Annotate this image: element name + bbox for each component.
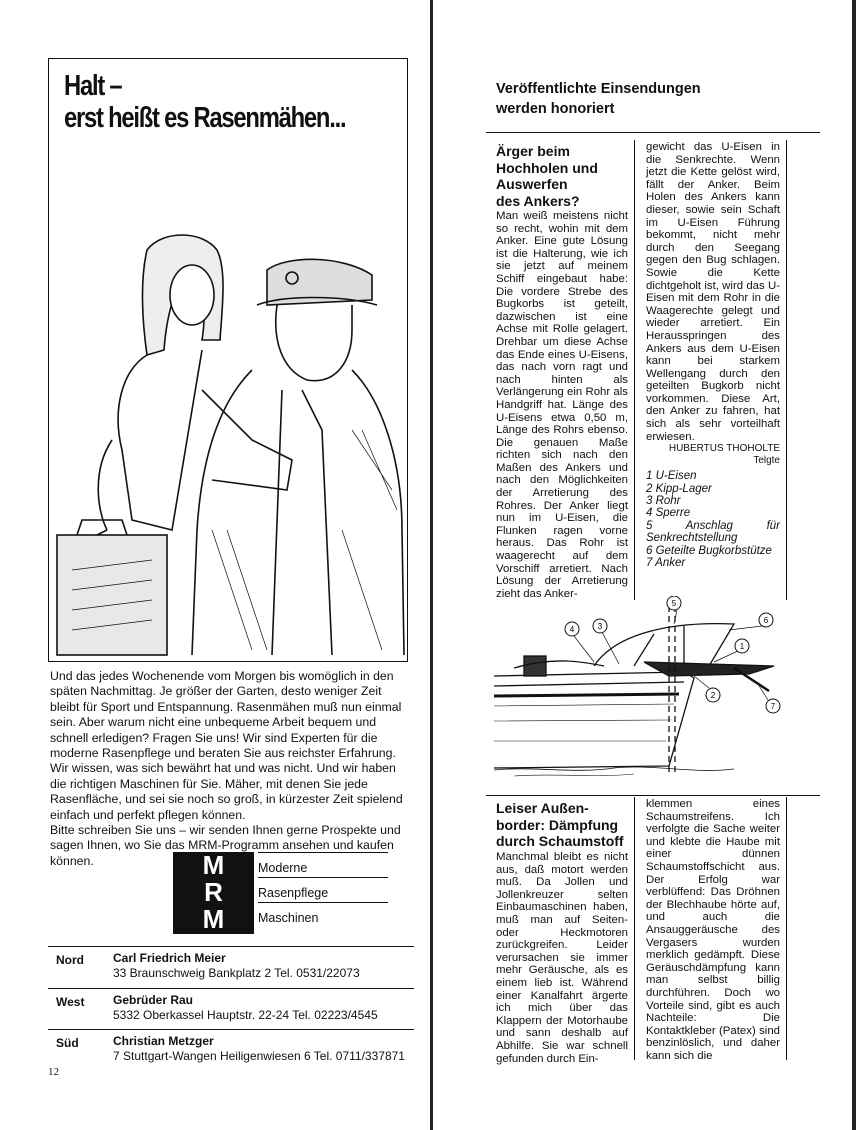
article-1-text: Man weiß meistens nicht so recht, wohin mit dem Anker. Eine gute Lösung ist die Halterung, wie ich sie jetzt auf meinem Schiff eingebaut habe: Die vordere Strebe des Bugkorbs ist geteilt, dazwischen ist eine Achse mit Rolle gelagert. Drehbar um diese Achse das Ende eines U-Eisens, das nach vorn ragt und nach hinten als Verlängerung ein Rohr als Handgriff hat. Länge des U-Eisens etwa 0,50 m, Länge des Rohrs ebenso. Die genauen Maße richten sich nach den Maßen des Ankers und nach den Möglichkeiten der Arretierung des Rohres. Der Anker liegt nun im U-Eisen, die Flunken ragen vorne heraus. Das Rohr ist waagerecht auf dem Vorschiff arretiert. Nach Lösung der Arretierung zieht das Anker- xyxy=(496,210,628,600)
legend-item: 6 Geteilte Bugkorbstütze xyxy=(646,544,772,557)
logo-letter: M xyxy=(202,850,225,880)
legend-item: 2 Kipp-Lager xyxy=(646,482,712,495)
logo-word: Maschinen xyxy=(258,902,388,927)
address-line: 7 Stuttgart-Wangen Heiligenwiesen 6 Tel. 0711/337871 xyxy=(113,1049,405,1063)
article-2-column-1 xyxy=(496,851,628,1065)
legend-item: 1 U-Eisen xyxy=(646,470,697,483)
article-1-column-1 xyxy=(496,210,628,600)
column-rule xyxy=(634,797,635,1060)
title-line: des Ankers? xyxy=(496,192,580,209)
page-number: 12 xyxy=(48,1066,59,1078)
address-divider xyxy=(48,1029,414,1030)
legend-item: 4 Sperre xyxy=(646,507,691,520)
figure-legend xyxy=(646,470,780,569)
callout-2: 2 xyxy=(710,691,716,700)
address-name: Gebrüder Rau xyxy=(113,993,194,1007)
logo-word: Moderne xyxy=(258,852,388,877)
article-2-text: klemmen eines Schaumstreifens. Ich verfolgte die Sache weiter und klebte die Haube mit einer dünnen Schaumstoffschicht aus. Der Erfolg war verblüffend: Das Dröhnen der Blechhaube hörte auf, und auch die Ansauggeräusche des Vergasers wurden merklich gedämpft. Diese Geräuschdämpfung kann man selbst billig durchführen. Doch wo Vorteile sind, gibt es auch Nachteile: Die Kontaktkleber (Patex) sind benzinlöslich, und daher kann sich die xyxy=(646,798,780,1062)
ad-headline-line-1: Halt – xyxy=(64,70,122,102)
section-header-line: werden honoriert xyxy=(496,101,615,117)
page-gutter xyxy=(430,0,433,1130)
title-line: border: Dämpfung xyxy=(496,816,619,833)
column-rule xyxy=(786,797,787,1060)
legend-item: 3 Rohr xyxy=(646,495,681,508)
address-region: Nord xyxy=(56,953,84,967)
address-region: Süd xyxy=(56,1036,79,1050)
callout-5: 5 xyxy=(671,599,677,608)
column-rule xyxy=(634,140,635,600)
logo-words xyxy=(258,852,388,927)
callout-6: 6 xyxy=(763,616,769,625)
logo-letter: M xyxy=(202,904,225,934)
ad-headline xyxy=(64,70,345,134)
article-2-column-2 xyxy=(646,798,780,1062)
author-name: HUBERTUS THOHOLTE xyxy=(668,443,780,455)
article-2-title xyxy=(496,800,636,850)
ad-body-paragraph: Bitte schreiben Sie uns – wir senden Ihnen gerne Prospekte und sagen Ihnen, wo Sie das MRM-Programm ansehen und kaufen können. xyxy=(50,823,401,868)
callout-3: 3 xyxy=(597,622,603,631)
ad-headline-line-2: erst heißt es Rasenmähen... xyxy=(64,102,346,134)
address-line: 5332 Oberkassel Hauptstr. 22-24 Tel. 02223/4545 xyxy=(113,1008,378,1022)
callout-7: 7 xyxy=(770,702,776,711)
address-region: West xyxy=(56,995,85,1009)
title-line: durch Schaumstoff xyxy=(496,833,624,849)
author-place: Telgte xyxy=(753,455,780,467)
page-edge xyxy=(852,0,856,1130)
legend-item: 7 Anker xyxy=(646,557,686,570)
ad-body-text xyxy=(50,669,414,869)
column-rule xyxy=(786,140,787,600)
article-divider xyxy=(486,795,820,796)
article-1-text: gewicht das U-Eisen in die Senkrechte. Wenn jetzt die Kette gelöst wird, fällt der Anker. Beim Holen des Ankers kann dieser, sowie sein Schaft im U-Eisen Führung bekommt, nicht mehr durch den Seegang gegen den Bug schlagen. Sowie die Kette dichtgeholt ist, wird das U-Eisen mit dem Rohr in die Waagerechte gelegt und wieder arretiert. Ein Herausspringen des Ankers aus dem U-Eisen kann bei starkem Wellengang durch den geteilten Bugkorb nicht vorkommen. Diese Art, den Anker zu fahren, hat sich als sehr vorteilhaft erwiesen. xyxy=(646,141,780,443)
title-line: Hochholen und xyxy=(496,159,598,176)
logo-word: Rasenpflege xyxy=(258,877,388,902)
article-1-title xyxy=(496,143,626,209)
address-name: Christian Metzger xyxy=(113,1034,214,1048)
address-line: 33 Braunschweig Bankplatz 2 Tel. 0531/22073 xyxy=(113,966,360,980)
article-2-text: Manchmal bleibt es nicht aus, daß motort werden muß. Da Jollen und Jollenkreuzer selten Einbaumaschinen haben, muß man auf Seiten- oder Heckmotoren zurückgreifen. Leider verursachen sie immer mehr Geräusche, als es einem lieb ist. Während einer Kanalfahrt ärgerte ich mich über das Klappern der Motorhaube und sann deshalb auf Abhilfe. Sie war schnell gefunden durch Ein- xyxy=(496,851,628,1065)
ad-body-paragraph: Und das jedes Wochenende vom Morgen bis womöglich in den späten Nachmittag. Je größer der Garten, desto weniger Zeit bleibt für Sport und Entspannung. Rasenmähen muß nun einmal sein. Aber warum nicht eine unbequeme Arbeit bequem und schnell erledigen? Fragen Sie uns! Wir sind Experten für die moderne Rasenpflege und beraten Sie aus reichster Erfahrung. Wir wissen, was sich bewährt hat und was nicht. Und wir haben die richtigen Maschinen für Sie. Mäher, mit denen Sie jede Rasenfläche, und sei sie noch so groß, in kürzester Zeit spielend einfach und perfekt pflegen können. xyxy=(50,669,403,822)
logo-letter: R xyxy=(204,877,223,907)
legend-item: 5 Anschlag für Senkrechtstellung xyxy=(646,519,780,545)
callout-4: 4 xyxy=(569,625,575,634)
header-rule xyxy=(486,132,820,133)
title-line: Ärger beim xyxy=(496,143,570,159)
section-header xyxy=(496,79,701,119)
title-line: Leiser Außen- xyxy=(496,800,589,816)
address-divider xyxy=(48,946,414,947)
couple-illustration xyxy=(52,230,406,660)
mrm-logo xyxy=(173,852,254,934)
article-1-column-2 xyxy=(646,141,780,570)
address-name: Carl Friedrich Meier xyxy=(113,951,226,965)
callout-1: 1 xyxy=(739,642,745,651)
section-header-line: Veröffentlichte Einsendungen xyxy=(496,81,701,97)
title-line: Auswerfen xyxy=(496,176,568,192)
address-divider xyxy=(48,988,414,989)
anchor-mount-drawing xyxy=(494,596,786,780)
